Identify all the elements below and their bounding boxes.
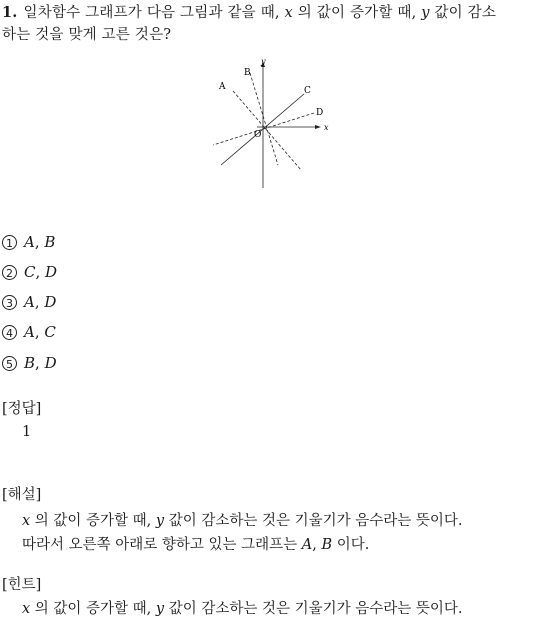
explanation-line-2 [22, 533, 369, 554]
choice-option: C [44, 323, 56, 341]
comma: , [34, 293, 45, 311]
label-origin: O [254, 130, 262, 140]
choice-3[interactable] [2, 293, 56, 311]
choice-option: D [44, 293, 57, 311]
answer-value: 1 [22, 424, 32, 440]
choice-option: C [24, 263, 36, 281]
choice-mark: 5 [2, 356, 17, 371]
question-text: 의 값이 증가할 때, [297, 5, 417, 21]
x-axis-label: x [324, 123, 329, 132]
comma: , [35, 354, 45, 372]
hint-text: 의 값이 증가할 때, [34, 601, 152, 617]
choice-5[interactable] [2, 354, 57, 372]
question-text: 일차함수 그래프가 다음 그림과 같을 때, [23, 5, 280, 21]
variable-y: y [421, 5, 430, 21]
choice-option: B [24, 354, 36, 372]
choice-option: D [45, 263, 58, 281]
explanation-text: 이다. [336, 537, 370, 553]
x-axis-arrow [315, 125, 321, 129]
hint-text: 값이 감소하는 것은 기울기가 음수라는 뜻이다. [168, 601, 463, 617]
label-c: C [304, 86, 311, 96]
line-graph-figure [205, 55, 335, 195]
variable-x: x [22, 601, 31, 617]
explanation-text: 값이 감소하는 것은 기울기가 음수라는 뜻이다. [168, 513, 463, 529]
explanation-text: 의 값이 증가할 때, [34, 513, 152, 529]
label-b-ref: B [321, 537, 333, 553]
choice-mark: 3 [2, 295, 17, 310]
choice-mark: 2 [2, 265, 17, 280]
comma: , [34, 323, 45, 341]
choice-mark: 1 [2, 235, 17, 250]
choice-option: A [24, 293, 35, 311]
variable-x: x [22, 513, 31, 529]
hint-label: [힌트] [2, 577, 42, 593]
explanation-text: 따라서 오른쪽 아래로 향하고 있는 그래프는 [22, 537, 298, 553]
explanation-label: [해설] [2, 487, 42, 503]
question-text: 값이 감소 [434, 5, 497, 21]
variable-y: y [155, 601, 165, 617]
explanation-line-1 [22, 509, 463, 530]
line-a [233, 91, 301, 170]
label-b: B [244, 68, 251, 78]
choice-1[interactable] [2, 233, 55, 251]
label-a-ref: A [301, 537, 313, 553]
question-number: 1. [2, 4, 18, 21]
choice-option: A [24, 323, 35, 341]
question-line-2: 하는 것을 맞게 고른 것은? [2, 27, 172, 43]
comma: , [35, 263, 46, 281]
comma: , [312, 537, 317, 553]
answer-label: [정답] [2, 401, 42, 417]
label-d: D [316, 108, 324, 118]
variable-x: x [284, 5, 293, 21]
choice-mark: 4 [2, 325, 17, 340]
choice-2[interactable] [2, 263, 57, 281]
label-a: A [219, 82, 226, 92]
y-axis-label: y [261, 57, 266, 66]
choice-option: A [24, 233, 35, 251]
variable-y: y [155, 513, 165, 529]
line-b [250, 73, 278, 165]
choice-option: D [44, 354, 57, 372]
choice-4[interactable] [2, 323, 56, 341]
line-c [221, 94, 304, 165]
question-line-1 [2, 1, 496, 22]
comma: , [34, 233, 45, 251]
choice-option: B [44, 233, 56, 251]
